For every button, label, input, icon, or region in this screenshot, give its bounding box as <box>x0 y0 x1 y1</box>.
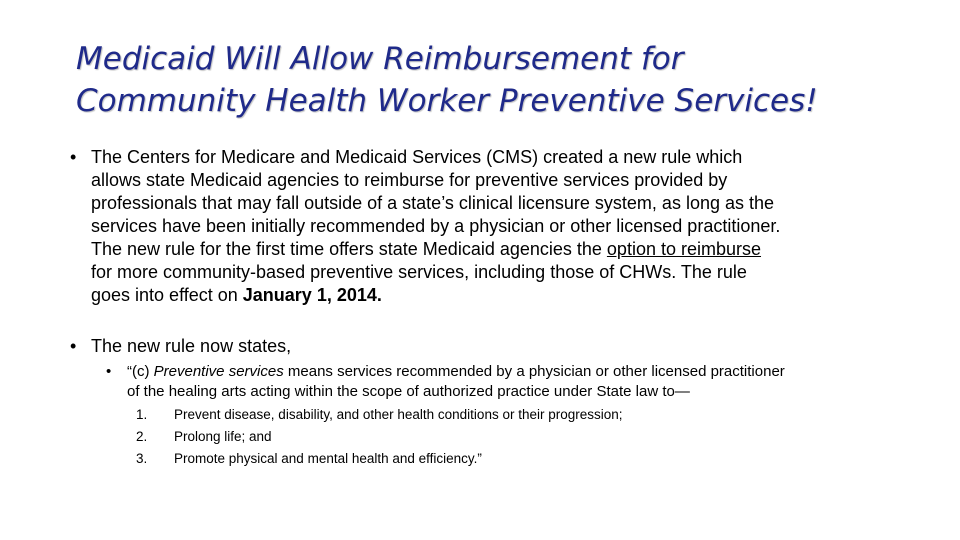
numbered-list <box>136 404 940 470</box>
list-number: 1. <box>136 407 148 422</box>
quote-text-line <box>127 362 940 382</box>
quote-text-segment: means services recommended by a physician or other licensed practitioner <box>283 363 785 380</box>
effective-date: January 1, 2014. <box>242 285 382 305</box>
bullet-marker: • <box>70 336 77 356</box>
bullet-cms-rule <box>70 146 940 307</box>
quote-text-segment: “(c) <box>127 363 154 380</box>
bullet-text-line <box>91 284 940 307</box>
bullet-marker: • <box>106 363 112 380</box>
bullet-text-line: professionals that may fall outside of a state’s clinical licensure system, as long as the <box>91 193 775 213</box>
bullet-text-line: allows state Medicaid agencies to reimburse for preventive services provided by <box>91 170 728 190</box>
list-number: 3. <box>136 451 148 466</box>
underlined-phrase: option to reimburse <box>606 239 762 259</box>
defined-term: Preventive services <box>153 363 284 380</box>
title-line-2: Community Health Worker Preventive Services! <box>76 83 818 119</box>
bullet-text-line: services have been initially recommended by a physician or other licensed practitioner. <box>91 216 781 236</box>
slide-body <box>70 146 940 470</box>
bullet-text-segment: goes into effect on <box>91 285 243 305</box>
bullet-text-segment: The new rule for the first time offers state Medicaid agencies the <box>91 239 607 259</box>
list-item-text: Prevent disease, disability, and other health conditions or their progression; <box>174 407 623 422</box>
slide-title <box>76 38 936 122</box>
bullet-rule-states <box>70 335 940 358</box>
title-line-1: Medicaid Will Allow Reimbursement for <box>76 41 684 77</box>
list-item <box>136 448 940 470</box>
list-item <box>136 426 940 448</box>
quote-bullet <box>106 362 940 402</box>
bullet-text-line: for more community-based preventive services, including those of CHWs. The rule <box>91 262 747 282</box>
bullet-text-line: The Centers for Medicare and Medicaid Services (CMS) created a new rule which <box>91 147 743 167</box>
list-item-text: Promote physical and mental health and efficiency.” <box>174 451 482 466</box>
list-item <box>136 404 940 426</box>
quote-text-line: of the healing arts acting within the scope of authorized practice under State law to— <box>127 383 690 400</box>
list-item-text: Prolong life; and <box>174 429 272 444</box>
bullet-text-line: The new rule now states, <box>91 336 292 356</box>
list-number: 2. <box>136 429 148 444</box>
bullet-text-line <box>91 238 940 261</box>
bullet-marker: • <box>70 147 77 167</box>
